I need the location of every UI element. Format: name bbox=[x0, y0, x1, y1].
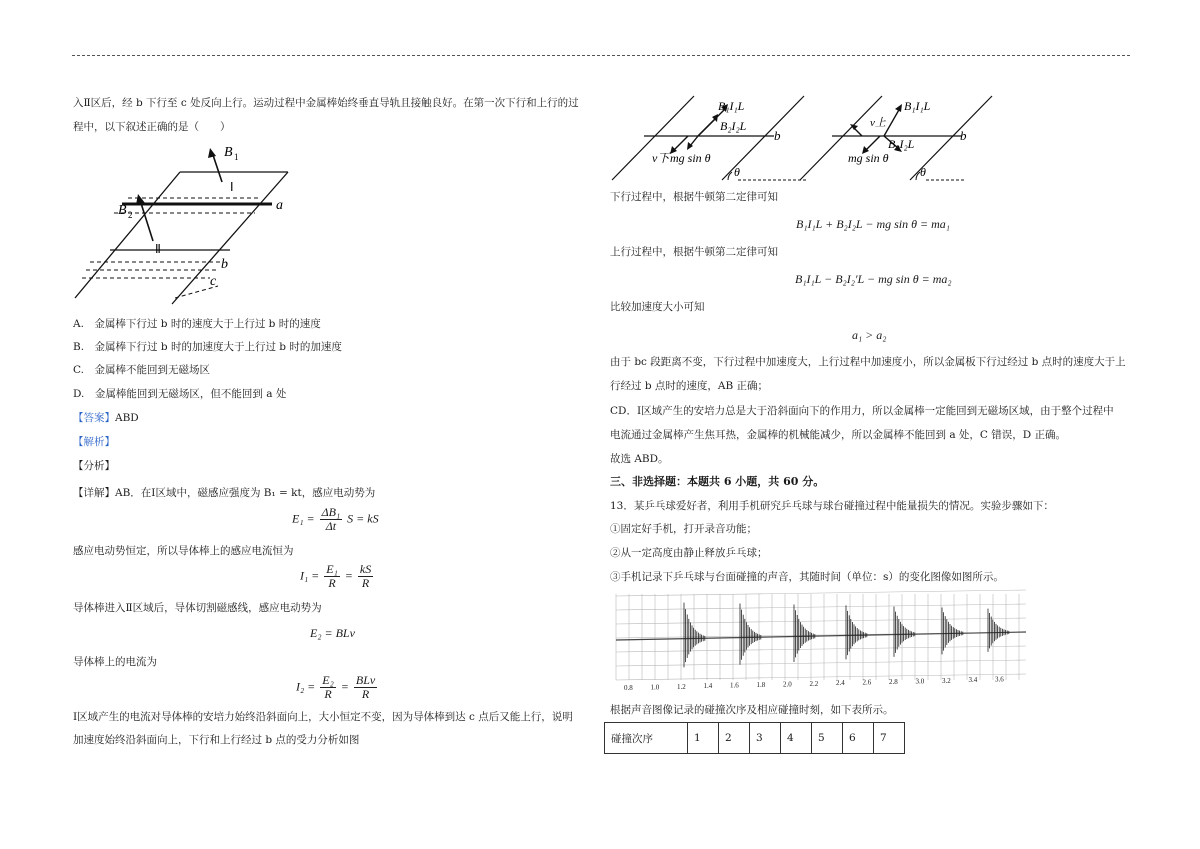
x-tick-label: 0.8 bbox=[624, 684, 633, 692]
fd-down-f1: B₁I₁L bbox=[718, 99, 745, 113]
table-cell: 3 bbox=[750, 723, 781, 754]
equation-down: B₁I₁L + B₂I₂L − mg sin θ = ma₁ bbox=[796, 217, 950, 231]
table-cell: 4 bbox=[781, 723, 812, 754]
text-conclusion-ab-1: 由于 bc 段距离不变，下行过程中加速度大，上行过程中加速度小，所以金属板下行过经过 b 点时的速度大于上 bbox=[610, 356, 1126, 368]
step-2: ②从一定高度由静止释放乒乓球； bbox=[610, 547, 768, 559]
equation-up: B₁I₁L − B₂I₂′L − mg sin θ = ma₂ bbox=[795, 272, 952, 286]
force-diagram-up bbox=[796, 92, 996, 188]
section-heading: 三、非选择题：本题共 6 小题，共 60 分。 bbox=[610, 475, 825, 488]
eq4-eq: = bbox=[340, 679, 349, 694]
label-b1: B bbox=[224, 145, 233, 160]
fd-down-mg: mg sin θ bbox=[670, 151, 711, 165]
table-cell: 2 bbox=[719, 723, 750, 754]
eq1-num: ΔB₁ bbox=[321, 505, 341, 519]
label-c: c bbox=[210, 274, 217, 289]
detail-line4: 导体棒上的电流为 bbox=[73, 656, 157, 668]
option-a: A. 金属棒下行过 b 时的速度大于上行过 b 时的速度 bbox=[73, 318, 321, 330]
question-13: 13．某乒乓球爱好者，利用手机研究乒乓球与球台碰撞过程中能量损失的情况。实验步骤如下： bbox=[610, 500, 1054, 512]
option-d: D. 金属棒能回到无磁场区，但不能回到 a 处 bbox=[73, 388, 287, 400]
fd-down-f2: B₂I₂L bbox=[720, 119, 747, 133]
fd-up-f1: B₁I₁L bbox=[904, 99, 931, 113]
label-b1-sub: 1 bbox=[234, 152, 239, 162]
fd-up-v: v上 bbox=[870, 117, 886, 129]
table-row bbox=[605, 723, 905, 754]
x-tick-label: 2.6 bbox=[862, 678, 872, 687]
x-tick-label: 1.0 bbox=[650, 683, 660, 692]
label-region-2: Ⅱ bbox=[155, 242, 161, 256]
option-b: B. 金属棒下行过 b 时的加速度大于上行过 b 时的加速度 bbox=[73, 341, 342, 353]
answer-value: ABD bbox=[115, 412, 139, 424]
equation-e2: E₂ = BLv bbox=[310, 626, 355, 640]
x-tick-label: 2.8 bbox=[889, 678, 898, 686]
label-a: a bbox=[276, 198, 283, 213]
x-tick-label: 3.0 bbox=[915, 677, 925, 686]
question-intro-line2: 程中，以下叙述正确的是（ ） bbox=[73, 121, 231, 133]
eq4-num2: BLv bbox=[355, 673, 376, 687]
fd-up-mg: mg sin θ bbox=[848, 151, 889, 165]
fd-up-theta: θ bbox=[920, 165, 926, 179]
equation-i2 bbox=[296, 674, 379, 701]
detail-line5: Ⅰ区域产生的电流对导体棒的安培力始终沿斜面向上，大小恒定不变，因为导体棒到达 c 点后又能上行，说明 bbox=[73, 711, 573, 723]
label-b2-sub: 2 bbox=[128, 210, 133, 220]
equation-i1 bbox=[300, 563, 375, 590]
eq2-den1: R bbox=[328, 576, 336, 590]
analysis-tag: 【解析】 bbox=[73, 436, 115, 448]
eq1-lhs: E₁ = bbox=[292, 511, 315, 526]
force-diagram-down bbox=[608, 92, 808, 188]
detail-line6: 加速度始终沿斜面向上，下行和上行经过 b 点的受力分析如图 bbox=[73, 734, 360, 746]
text-conclusion-cd-1: CD．Ⅰ区域产生的安培力总是大于沿斜面向下的作用力，所以金属棒一定能回到无磁场区域，由于整个过程中 bbox=[610, 405, 1114, 417]
detail-line3: 导体棒进入Ⅱ区域后，导体切割磁感线，感应电动势为 bbox=[73, 602, 322, 614]
magnetic-field-figure bbox=[70, 138, 300, 310]
x-tick-label: 2.2 bbox=[809, 679, 819, 688]
x-tick-label: 3.4 bbox=[968, 676, 978, 685]
x-tick-label: 1.6 bbox=[730, 681, 739, 690]
eq4-num1: E₂ bbox=[322, 673, 334, 687]
step-1: ①固定好手机，打开录音功能； bbox=[610, 523, 757, 535]
label-b2: B bbox=[118, 203, 127, 218]
answer-tag: 【答案】 bbox=[73, 412, 115, 424]
detail-line1 bbox=[73, 486, 375, 500]
x-tick-label: 3.6 bbox=[995, 675, 1004, 684]
table-cell: 6 bbox=[843, 723, 874, 754]
eq4-den1: R bbox=[324, 687, 332, 701]
x-tick-label: 3.2 bbox=[942, 676, 951, 685]
collision-table bbox=[604, 722, 905, 754]
x-tick-label: 2.0 bbox=[783, 680, 792, 689]
fd-down-theta: θ bbox=[734, 165, 740, 179]
table-cell: 7 bbox=[874, 723, 905, 754]
fenxi-tag: 【分析】 bbox=[73, 460, 115, 472]
option-c: C. 金属棒不能回到无磁场区 bbox=[73, 364, 210, 376]
label-b: b bbox=[221, 257, 228, 272]
fd-down-v: v下 bbox=[652, 151, 670, 165]
eq4-den2: R bbox=[361, 687, 370, 701]
x-tick-label: 1.4 bbox=[703, 682, 713, 691]
sound-waveform-chart bbox=[612, 588, 1032, 696]
eq1-den: Δt bbox=[325, 519, 337, 533]
answer-line bbox=[73, 411, 139, 425]
fd-down-b: b bbox=[774, 128, 781, 143]
table-cell: 5 bbox=[812, 723, 843, 754]
table-intro: 根据声音图像记录的碰撞次序及相应碰撞时刻，如下表所示。 bbox=[610, 704, 894, 716]
eq1-rhs: S = kS bbox=[347, 511, 379, 526]
text-conclusion-cd-2: 电流通过金属棒产生焦耳热，金属棒的机械能减少，所以金属棒不能回到 a 处，C 错误，D 正确。 bbox=[610, 429, 1067, 441]
detail-tag: 【详解】 bbox=[73, 487, 115, 499]
text-down-newton: 下行过程中，根据牛顿第二定律可知 bbox=[610, 191, 778, 203]
question-intro-line1: 入Ⅱ区后，经 b 下行至 c 处反向上行。运动过程中金属棒始终垂直导轨且接触良好。在第一次下行和上行的过 bbox=[73, 97, 579, 109]
table-header-cell: 碰撞次序 bbox=[605, 723, 688, 754]
detail-text: AB．在Ⅰ区域中，磁感应强度为 B₁ = kt，感应电动势为 bbox=[115, 487, 376, 499]
detail-line2: 感应电动势恒定，所以导体棒上的感应电流恒为 bbox=[73, 545, 294, 557]
fd-up-f2: B₂I₂L bbox=[888, 137, 915, 151]
text-conclusion-ab-2: 行经过 b 点时的速度，AB 正确； bbox=[610, 380, 769, 392]
text-final-choice: 故选 ABD。 bbox=[610, 453, 669, 465]
eq2-num1: E₁ bbox=[326, 562, 338, 576]
label-region-1: Ⅰ bbox=[230, 180, 234, 194]
fd-up-b: b bbox=[960, 128, 967, 143]
x-tick-label: 2.4 bbox=[836, 679, 845, 688]
eq4-lhs: I₂ = bbox=[296, 679, 316, 694]
text-compare: 比较加速度大小可知 bbox=[610, 301, 705, 313]
text-up-newton: 上行过程中，根据牛顿第二定律可知 bbox=[610, 246, 778, 258]
equation-compare: a₁ > a₂ bbox=[852, 328, 887, 342]
eq2-den2: R bbox=[361, 576, 370, 590]
x-tick-label: 1.8 bbox=[756, 681, 766, 689]
eq2-num2: kS bbox=[359, 562, 372, 576]
table-cell: 1 bbox=[688, 723, 719, 754]
eq2-lhs: I₁ = bbox=[300, 568, 320, 583]
equation-e1 bbox=[292, 506, 379, 533]
step-3: ③手机记录下乒乓球与台面碰撞的声音，其随时间（单位：s）的变化图像如图所示。 bbox=[610, 571, 1004, 583]
x-tick-label: 1.2 bbox=[677, 682, 686, 691]
eq2-eq: = bbox=[344, 568, 353, 583]
header-rule bbox=[72, 55, 1130, 56]
